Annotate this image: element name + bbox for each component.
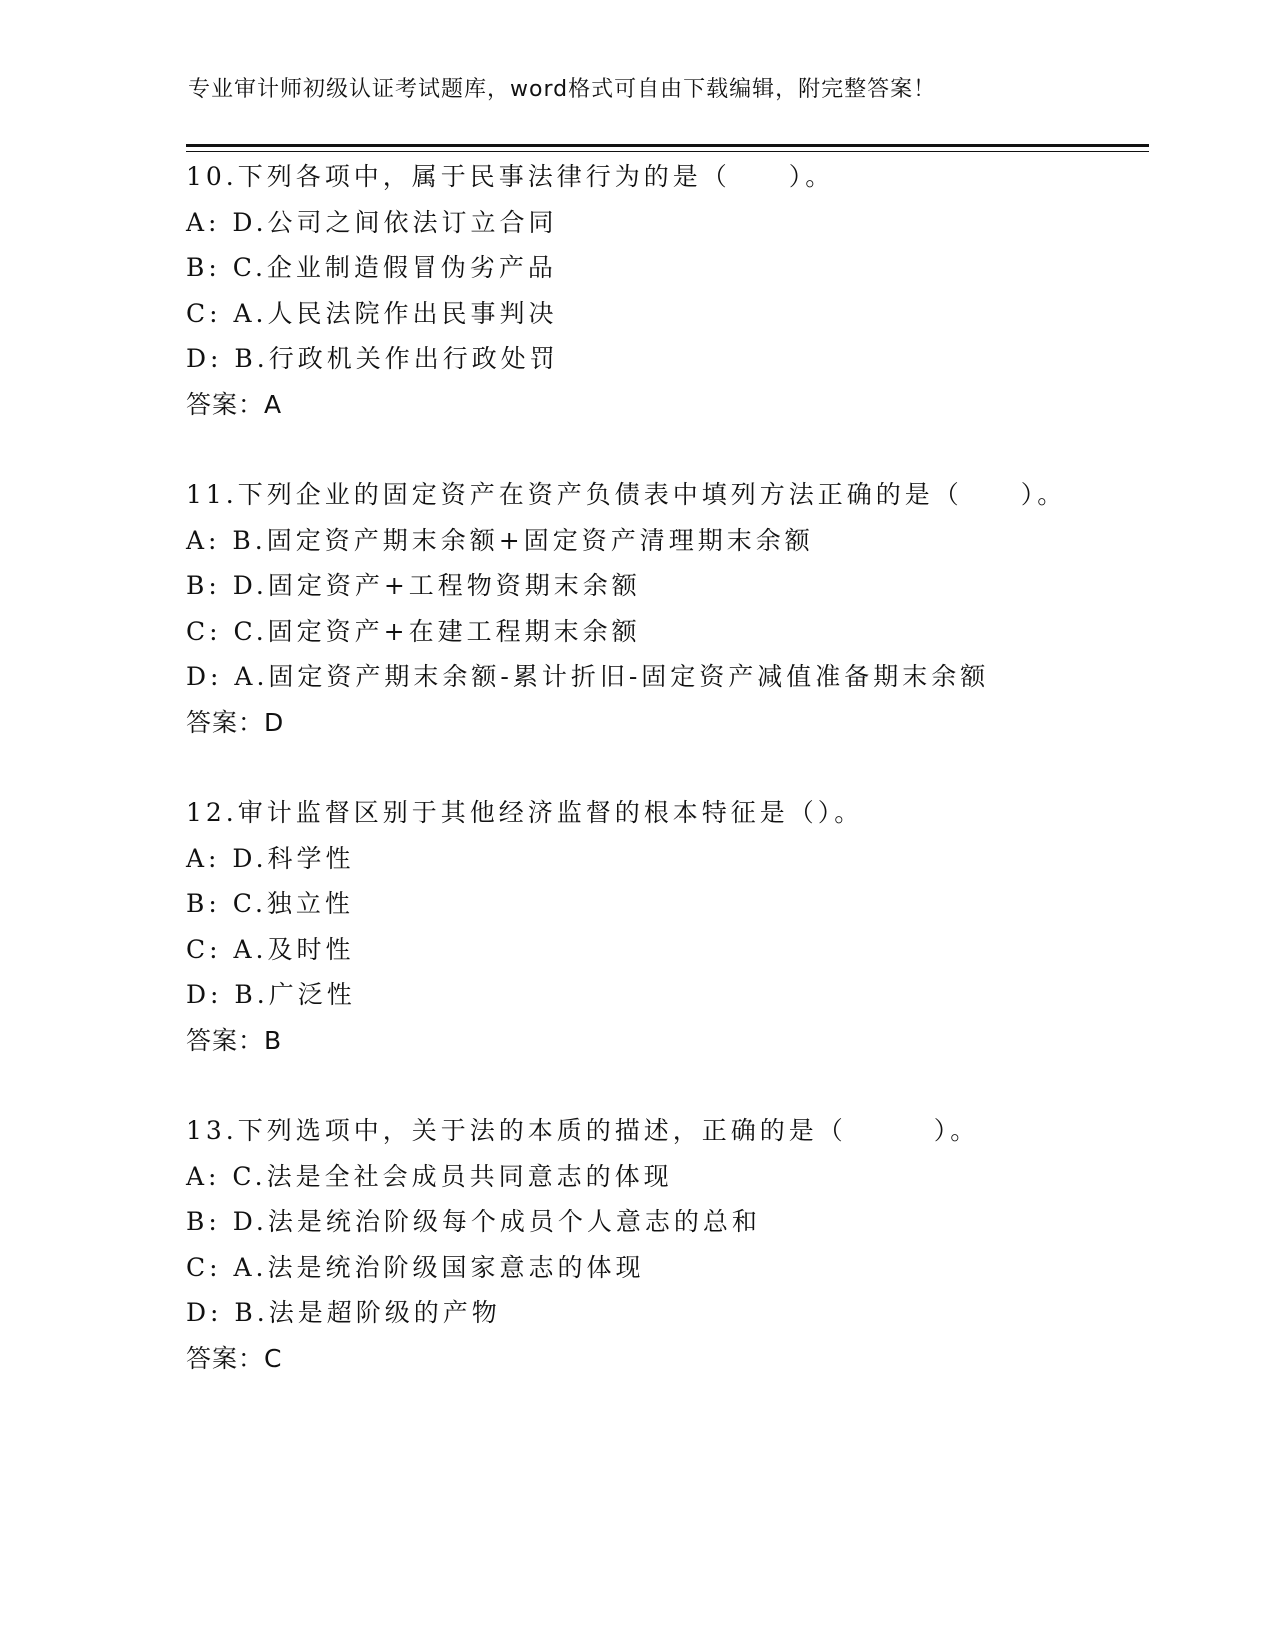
option-c: C: C.固定资产+在建工程期末余额 [186, 616, 641, 646]
option-c: C: A.人民法院作出民事判决 [186, 298, 558, 328]
option-b: B: C.企业制造假冒伪劣产品 [186, 253, 557, 282]
option-c: C: A.及时性 [186, 934, 355, 964]
option-b: B: C.独立性 [186, 889, 354, 918]
option-d: D: B.法是超阶级的产物 [186, 1298, 501, 1327]
option-b: B: D.固定资产+工程物资期末余额 [186, 571, 641, 600]
option-a: A: D.公司之间依法订立合同 [186, 207, 558, 237]
answer-label: 答案：B [186, 1025, 283, 1055]
question-text: 10.下列各项中，属于民事法律行为的是（ ）。 [186, 162, 835, 191]
option-c: C: A.法是统治阶级国家意志的体现 [186, 1252, 645, 1282]
header-rule-thin [186, 151, 1149, 152]
answer-label: 答案：A [186, 389, 283, 419]
question-text: 12.审计监督区别于其他经济监督的根本特征是（）。 [186, 798, 864, 827]
option-d: D: B.广泛性 [186, 980, 356, 1009]
page-header: 专业审计师初级认证考试题库，word格式可自由下载编辑，附完整答案！ [188, 77, 937, 102]
answer-label: 答案：C [186, 1343, 283, 1373]
option-d: D: A.固定资产期末余额-累计折旧-固定资产减值准备期末余额 [186, 662, 990, 691]
option-b: B: D.法是统治阶级每个成员个人意志的总和 [186, 1207, 761, 1236]
question-13 [186, 1108, 1186, 1381]
answer-label: 答案：D [186, 707, 285, 737]
question-11 [186, 472, 1186, 745]
question-12 [186, 790, 1186, 1063]
question-text: 11.下列企业的固定资产在资产负债表中填列方法正确的是（ ）。 [186, 480, 1067, 509]
option-d: D: B.行政机关作出行政处罚 [186, 344, 559, 373]
option-a: A: B.固定资产期末余额+固定资产清理期末余额 [186, 525, 814, 555]
question-text: 13.下列选项中，关于法的本质的描述，正确的是（ ）。 [186, 1116, 980, 1145]
option-a: A: D.科学性 [186, 843, 355, 873]
question-10 [186, 154, 1186, 427]
header-rule-thick [186, 144, 1149, 147]
option-a: A: C.法是全社会成员共同意志的体现 [186, 1161, 673, 1191]
